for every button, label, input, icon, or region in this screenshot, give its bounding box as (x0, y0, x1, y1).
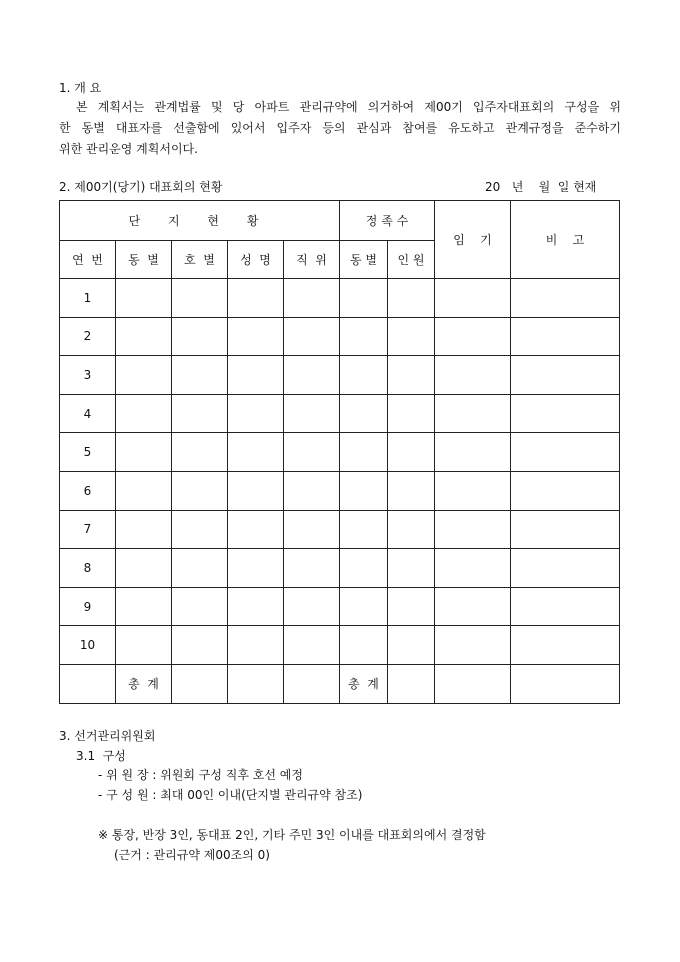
table-cell (435, 549, 511, 588)
table-cell (228, 433, 284, 472)
table-row (60, 356, 620, 395)
table-cell (172, 317, 228, 356)
header-quorum-count: 인 원 (388, 241, 435, 279)
table-cell (511, 356, 620, 395)
header-quorum-dong: 동 별 (340, 241, 388, 279)
table-cell (116, 471, 172, 510)
row-number: 6 (60, 471, 116, 510)
table-cell (116, 279, 172, 318)
table-cell (284, 394, 340, 433)
row-number: 9 (60, 587, 116, 626)
section2-heading: 2. 제00기(당기) 대표회의 현황 (59, 180, 223, 194)
table-cell (435, 394, 511, 433)
table-cell (284, 356, 340, 395)
table-cell (116, 549, 172, 588)
table-cell (340, 394, 388, 433)
table-cell (340, 471, 388, 510)
table-cell (172, 549, 228, 588)
table-cell (172, 433, 228, 472)
table-cell (284, 549, 340, 588)
section3-subheading: 3.1 구성 (76, 749, 126, 763)
table-cell (116, 433, 172, 472)
table-cell (228, 317, 284, 356)
total-cell (388, 664, 435, 703)
row-number: 10 (60, 626, 116, 665)
table-cell (435, 356, 511, 395)
table-cell (340, 549, 388, 588)
section3-heading: 3. 선거관리위원회 (59, 729, 156, 743)
section1-paragraph-line1: 본 계획서는 관계법률 및 당 아파트 관리규약에 의거하여 제00기 입주자대표회의 구성을 위 (76, 100, 621, 114)
section1-heading: 1. 개 요 (59, 81, 102, 95)
header-position: 직 위 (284, 241, 340, 279)
table-cell (511, 433, 620, 472)
table-cell (340, 356, 388, 395)
table-cell (284, 279, 340, 318)
table-cell (116, 510, 172, 549)
table-cell (435, 317, 511, 356)
table-row (60, 549, 620, 588)
table-cell (511, 279, 620, 318)
table-cell (388, 471, 435, 510)
table-cell (228, 510, 284, 549)
table-cell (172, 587, 228, 626)
table-cell (511, 549, 620, 588)
table-cell (435, 471, 511, 510)
table-cell (511, 471, 620, 510)
table-cell (388, 433, 435, 472)
table-cell (172, 626, 228, 665)
table-cell (511, 317, 620, 356)
table-cell (340, 587, 388, 626)
table-cell (228, 626, 284, 665)
table-row (60, 471, 620, 510)
table-cell (284, 626, 340, 665)
table-cell (228, 279, 284, 318)
table-cell (435, 510, 511, 549)
table-cell (435, 587, 511, 626)
table-cell (388, 626, 435, 665)
committee-chair-item: - 위 원 장 : 위원회 구성 직후 호선 예정 (98, 768, 303, 782)
table-cell (228, 549, 284, 588)
representative-status-table (59, 200, 620, 704)
table-cell (284, 587, 340, 626)
table-cell (388, 549, 435, 588)
total-cell (284, 664, 340, 703)
row-number: 3 (60, 356, 116, 395)
table-cell (435, 433, 511, 472)
table-cell (172, 510, 228, 549)
table-cell (116, 317, 172, 356)
table-row (60, 433, 620, 472)
table-cell (228, 587, 284, 626)
table-row (60, 510, 620, 549)
table-cell (228, 471, 284, 510)
table-cell (388, 279, 435, 318)
table-cell (511, 510, 620, 549)
table-cell (228, 394, 284, 433)
table-cell (116, 626, 172, 665)
row-number: 8 (60, 549, 116, 588)
table-cell (284, 317, 340, 356)
total-cell (172, 664, 228, 703)
total-cell (511, 664, 620, 703)
header-name: 성 명 (228, 241, 284, 279)
table-row (60, 626, 620, 665)
header-complex-status: 단 지 현 황 (60, 201, 340, 241)
table-cell (340, 433, 388, 472)
section1-paragraph-line3: 위한 관리운영 계획서이다. (59, 142, 198, 156)
table-cell (172, 471, 228, 510)
status-date: 20 년 월 일 현재 (485, 180, 597, 194)
table-cell (116, 394, 172, 433)
table-row (60, 317, 620, 356)
table-cell (340, 279, 388, 318)
row-number: 1 (60, 279, 116, 318)
table-cell (388, 394, 435, 433)
table-cell (388, 587, 435, 626)
total-cell (228, 664, 284, 703)
total-row-blank (60, 664, 116, 703)
committee-basis: (근거 : 관리규약 제00조의 0) (114, 848, 270, 862)
table-cell (172, 279, 228, 318)
table-cell (228, 356, 284, 395)
table-cell (116, 587, 172, 626)
header-term: 임 기 (435, 201, 511, 279)
table-cell (388, 510, 435, 549)
table-cell (435, 279, 511, 318)
total-label-quorum: 총 계 (340, 664, 388, 703)
table-row (60, 587, 620, 626)
table-cell (388, 317, 435, 356)
header-ho: 호 별 (172, 241, 228, 279)
table-cell (340, 317, 388, 356)
header-quorum: 정 족 수 (340, 201, 435, 241)
table-cell (511, 626, 620, 665)
header-note: 비 고 (511, 201, 620, 279)
table-row (60, 394, 620, 433)
table-cell (511, 587, 620, 626)
table-cell (340, 510, 388, 549)
row-number: 7 (60, 510, 116, 549)
committee-members-item: - 구 성 원 : 최대 00인 이내(단지별 관리규약 참조) (98, 788, 363, 802)
table-cell (284, 510, 340, 549)
header-dong: 동 별 (116, 241, 172, 279)
row-number: 5 (60, 433, 116, 472)
table-cell (284, 471, 340, 510)
total-label-complex: 총 계 (116, 664, 172, 703)
table-cell (116, 356, 172, 395)
table-cell (284, 433, 340, 472)
total-cell (435, 664, 511, 703)
table-cell (388, 356, 435, 395)
table-cell (435, 626, 511, 665)
table-cell (511, 394, 620, 433)
table-cell (172, 394, 228, 433)
row-number: 2 (60, 317, 116, 356)
table-cell (340, 626, 388, 665)
header-seq: 연 번 (60, 241, 116, 279)
committee-note: ※ 통장, 반장 3인, 동대표 2인, 기타 주민 3인 이내를 대표회의에서 결정함 (98, 828, 486, 842)
section1-paragraph-line2: 한 동별 대표자를 선출함에 있어서 입주자 등의 관심과 참여를 유도하고 관계규정을 준수하기 (59, 121, 621, 135)
table-row (60, 279, 620, 318)
table-cell (172, 356, 228, 395)
row-number: 4 (60, 394, 116, 433)
